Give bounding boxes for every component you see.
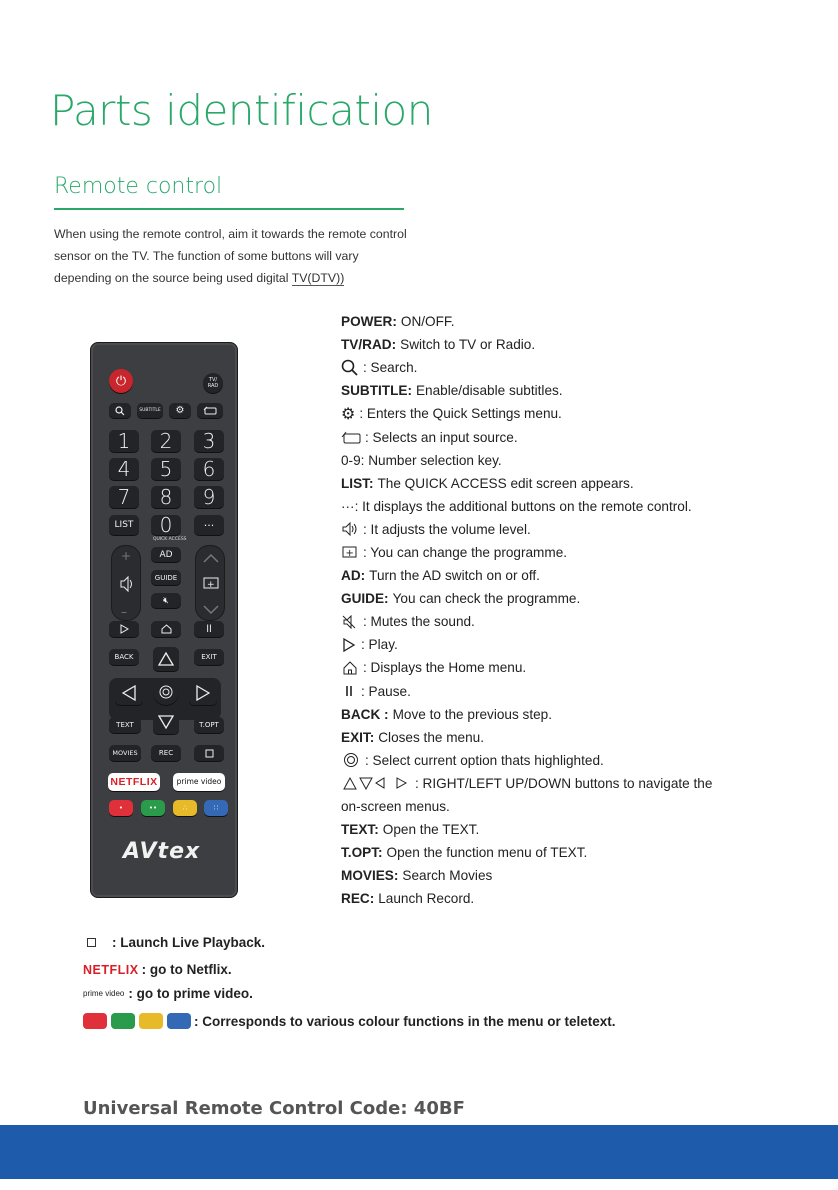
volume-icon [112,546,142,622]
topt-button: T.OPT [194,717,224,733]
footnote-prime: prime video : go to prime video. [83,986,253,1001]
power-icon: ⏻ [109,369,133,393]
ok-icon [341,752,361,768]
movies-button: MOVIES [109,745,141,761]
desc-exit: EXIT: Closes the menu. [341,729,485,745]
search-icon [115,406,125,416]
ok-button [153,679,179,705]
desc-tv-rad: TV/RAD: Switch to TV or Radio. [341,337,536,353]
desc-back: BACK : Move to the previous step. [341,706,553,722]
intro-paragraph [54,223,414,289]
gear-icon: ⚙ [169,403,191,418]
desc-pause: : Pause. [341,680,801,703]
desc-subtitle: SUBTITLE: Enable/disable subtitles. [341,383,563,399]
footnote-live-playback: : Launch Live Playback. [83,935,265,950]
programme-rocker [195,545,225,621]
prime-video-logo: prime video [83,988,125,998]
tv-rad-button: TV/ RAD [203,373,223,393]
square-icon [87,938,96,947]
programme-icon [341,545,359,559]
more-button: ··· [194,515,224,535]
number-8-button: 8 [151,486,181,508]
desc-volume: : It adjusts the volume level. [341,518,801,541]
colour-keys [83,1013,191,1029]
subtitle-button: SUBTITLE [137,403,163,418]
remote-control-image [90,342,238,898]
more-icon: ··· [341,498,355,514]
brand-logo: AVtex [123,839,201,864]
desc-ok: : Select current option thats highlighted. [341,749,801,772]
blue-key-chip [167,1013,191,1029]
svg-text:+: + [207,580,215,590]
section-divider [54,208,404,210]
play-icon [120,624,129,634]
desc-rec: REC: Launch Record. [341,891,475,907]
desc-ad: AD: Turn the AD switch on or off. [341,568,540,584]
left-button [115,681,143,705]
green-button: •• [141,800,165,816]
number-2-button: 2 [151,430,181,452]
desc-mute: : Mutes the sound. [341,610,801,633]
intro-dtv: TV(DTV)) [291,271,345,285]
number-7-button: 7 [109,486,139,508]
red-key-chip [83,1013,107,1029]
netflix-logo: NETFLIX [83,962,139,977]
button-description-list [341,310,801,910]
mute-icon [341,615,359,629]
volume-rocker [111,545,141,621]
play-icon [341,638,357,652]
green-key-chip [111,1013,135,1029]
svg-text:+: + [345,548,354,560]
number-0-button: 0 [151,515,181,535]
ad-button: AD [151,547,181,562]
up-arrow-icon [158,652,174,666]
home-icon [161,624,172,634]
desc-arrows: : RIGHT/LEFT UP/DOWN buttons to navigate the [341,772,801,795]
desc-more: ··· : It displays the additional buttons on the remote control. [341,498,692,514]
desc-topt: T.OPT: Open the function menu of TEXT. [341,845,588,861]
left-arrow-icon [122,685,136,701]
footer-bar [0,1125,838,1179]
down-button [153,710,179,734]
number-4-button: 4 [109,458,139,480]
search-icon [341,359,359,377]
desc-numbers: 0-9: Number selection key. [341,452,502,468]
number-3-button: 3 [194,430,224,452]
section-title: Remote control [54,174,223,199]
desc-programme: + : You can change the programme. [341,541,801,564]
search-button [109,403,131,418]
prime-video-button: prime video [173,773,225,791]
home-button [151,621,181,637]
desc-list: LIST: The QUICK ACCESS edit screen appears. [341,475,634,491]
ok-icon [159,685,173,699]
quick-access-label: QUICK ACCESS [153,537,187,542]
square-icon [205,749,214,758]
back-button: BACK [109,649,139,665]
gear-icon: ⚙ [341,405,356,423]
input-source-icon [341,430,361,444]
desc-text: TEXT: Open the TEXT. [341,822,480,838]
yellow-button: ∴ [173,800,197,816]
desc-input-source: : Selects an input source. [341,425,801,448]
right-button [189,681,217,705]
netflix-button: NETFLIX [108,773,160,791]
home-icon [341,661,359,675]
input-source-button [197,403,223,418]
footnote-netflix: NETFLIX : go to Netflix. [83,962,232,977]
mute-icon: 🔇︎ [151,593,181,608]
up-button [153,647,179,671]
universal-remote-code: Universal Remote Control Code: 40BF [83,1098,465,1119]
exit-button: EXIT [194,649,224,665]
svg-text:–: – [121,605,127,619]
right-arrow-icon [196,685,210,701]
pause-icon [341,684,357,698]
desc-play: : Play. [341,633,801,656]
page-title: Parts identification [50,86,433,135]
desc-search: : Search. [341,356,801,379]
footnote-colour-keys: : Corresponds to various colour functions in the menu or teletext. [83,1013,616,1029]
red-button: • [109,800,133,816]
desc-arrows-cont: on-screen menus. [341,799,450,815]
desc-home: : Displays the Home menu. [341,656,801,679]
blue-button: ∷ [204,800,228,816]
desc-guide: GUIDE: You can check the programme. [341,591,581,607]
intro-text: When using the remote control, aim it towards the remote control sensor on the TV. The function of some buttons will vary depending on the source being used digital [54,227,407,285]
yellow-key-chip [139,1013,163,1029]
number-6-button: 6 [194,458,224,480]
live-playback-button [194,745,224,761]
desc-movies: MOVIES: Search Movies [341,868,493,884]
pause-icon: ll [194,621,224,637]
desc-settings: ⚙ : Enters the Quick Settings menu. [341,405,562,423]
number-1-button: 1 [109,430,139,452]
down-arrow-icon [158,715,174,729]
volume-icon [341,522,359,536]
number-9-button: 9 [194,486,224,508]
arrows-icon [341,776,411,790]
guide-button: GUIDE [151,570,181,585]
svg-text:+: + [121,549,132,563]
text-button: TEXT [109,717,141,733]
programme-icon [196,546,226,622]
rec-button: REC [151,745,181,761]
number-5-button: 5 [151,458,181,480]
input-source-icon [203,406,217,415]
list-button: LIST [109,515,139,535]
play-button [109,621,139,637]
desc-power: POWER: ON/OFF. [341,314,455,330]
